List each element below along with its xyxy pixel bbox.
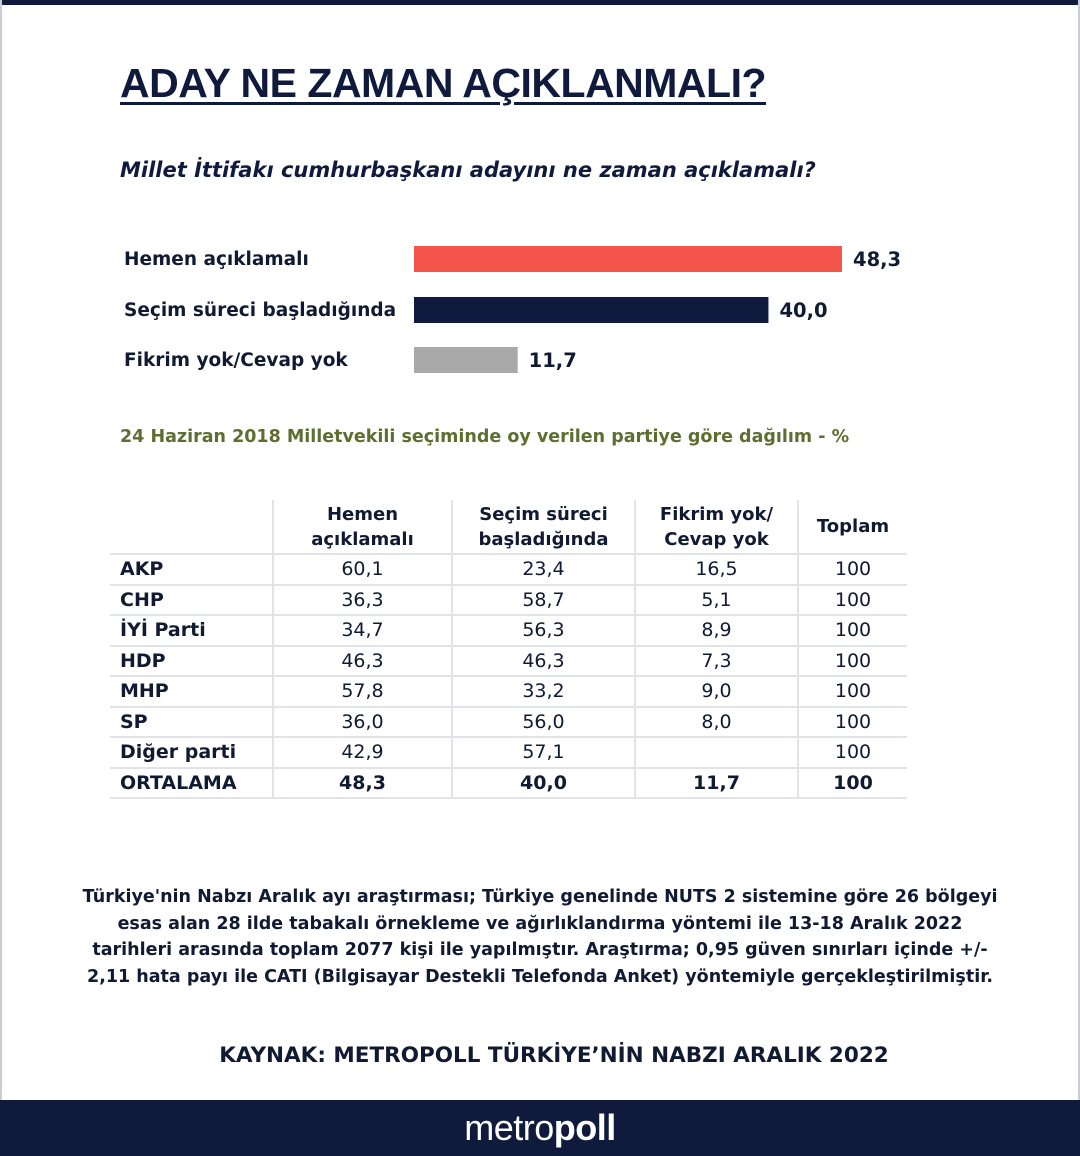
table-header-cell <box>110 500 273 554</box>
table-row <box>110 615 907 646</box>
table-cell: 42,9 <box>273 737 452 768</box>
table-cell: 100 <box>798 707 907 738</box>
table-row-label: MHP <box>110 676 273 707</box>
table-row <box>110 554 907 585</box>
methodology-note: Türkiye'nin Nabzı Aralık ayı araştırması; Türkiye genelinde NUTS 2 sistemine göre 26 bölgeyi esas alan 28 ilde tabakalı örnekleme ve ağırlıklandırma yöntemi ile 13-18 Aralık 2022 tarihleri arasında toplam 2077 kişi ile yapılmıştır. Araştırma; 0,95 güven sınırları içinde +/- 2,11 hata payı ile CATI (Bilgisayar Destekli Telefonda Anket) yöntemiyle gerçekleştirilmiştir. <box>82 887 998 987</box>
bar-value-label: 11,7 <box>528 349 577 372</box>
table-header-cell: Fikrim yok/ Cevap yok <box>635 500 798 554</box>
table-cell: 58,7 <box>452 585 635 616</box>
table-cell: 8,9 <box>635 615 798 646</box>
source-line: KAYNAK: METROPOLL TÜRKİYE’NİN NABZI ARALIK 2022 <box>219 1043 889 1068</box>
table-cell: 56,3 <box>452 615 635 646</box>
table-cell: 48,3 <box>273 768 452 799</box>
table-cell: 46,3 <box>273 646 452 677</box>
breakdown-table-container <box>110 500 907 799</box>
table-row <box>110 676 907 707</box>
table-cell: 56,0 <box>452 707 635 738</box>
bar <box>414 347 518 373</box>
table-cell: 100 <box>798 646 907 677</box>
logo-text-metro: metro <box>464 1107 554 1148</box>
bar-value-label: 48,3 <box>853 248 902 271</box>
table-cell: 11,7 <box>635 768 798 799</box>
table-row-label: Diğer parti <box>110 737 273 768</box>
breakdown-table <box>110 500 907 799</box>
table-row <box>110 707 907 738</box>
table-row-label: CHP <box>110 585 273 616</box>
table-cell: 7,3 <box>635 646 798 677</box>
left-border <box>0 0 2 1100</box>
table-row <box>110 646 907 677</box>
bar-chart <box>0 230 1080 395</box>
bar-category-label: Fikrim yok/Cevap yok <box>124 350 348 371</box>
table-cell: 100 <box>798 615 907 646</box>
table-cell: 23,4 <box>452 554 635 585</box>
bar-value-label: 40,0 <box>779 299 828 322</box>
table-row-label: HDP <box>110 646 273 677</box>
table-cell: 36,3 <box>273 585 452 616</box>
table-header-cell: Hemen açıklamalı <box>273 500 452 554</box>
bar-category-label: Seçim süreci başladığında <box>124 300 397 321</box>
page-title: ADAY NE ZAMAN AÇIKLANMALI? <box>120 60 767 106</box>
logo-text-poll: poll <box>553 1107 616 1148</box>
table-row <box>110 737 907 768</box>
bar-category-label: Hemen açıklamalı <box>124 249 309 270</box>
table-body <box>110 554 907 798</box>
table-row-label: SP <box>110 707 273 738</box>
table-cell: 46,3 <box>452 646 635 677</box>
table-cell: 9,0 <box>635 676 798 707</box>
table-header-cell: Toplam <box>798 500 907 554</box>
table-cell: 36,0 <box>273 707 452 738</box>
table-caption: 24 Haziran 2018 Milletvekili seçiminde oy verilen partiye göre dağılım - % <box>120 427 850 447</box>
table-header-cell: Seçim süreci başladığında <box>452 500 635 554</box>
table-cell: 16,5 <box>635 554 798 585</box>
table-cell: 100 <box>798 585 907 616</box>
table-row-label: ORTALAMA <box>110 768 273 799</box>
top-border <box>0 0 1080 5</box>
table-cell: 40,0 <box>452 768 635 799</box>
table-cell: 100 <box>798 554 907 585</box>
chart-question: Millet İttifakı cumhurbaşkanı adayını ne zaman açıklamalı? <box>120 158 816 182</box>
table-cell: 60,1 <box>273 554 452 585</box>
table-cell: 100 <box>798 737 907 768</box>
table-cell: 34,7 <box>273 615 452 646</box>
table-cell: 57,8 <box>273 676 452 707</box>
bar <box>414 246 842 272</box>
table-cell: 33,2 <box>452 676 635 707</box>
footer-bar <box>0 1100 1080 1156</box>
table-cell: 8,0 <box>635 707 798 738</box>
table-row-label: AKP <box>110 554 273 585</box>
table-header <box>110 500 907 554</box>
table-row <box>110 768 907 799</box>
table-cell: 57,1 <box>452 737 635 768</box>
table-cell <box>635 737 798 768</box>
table-row <box>110 585 907 616</box>
metropoll-logo <box>464 1107 616 1149</box>
table-row-label: İYİ Parti <box>110 615 273 646</box>
table-cell: 100 <box>798 676 907 707</box>
table-cell: 100 <box>798 768 907 799</box>
table-cell: 5,1 <box>635 585 798 616</box>
bar <box>414 297 768 323</box>
